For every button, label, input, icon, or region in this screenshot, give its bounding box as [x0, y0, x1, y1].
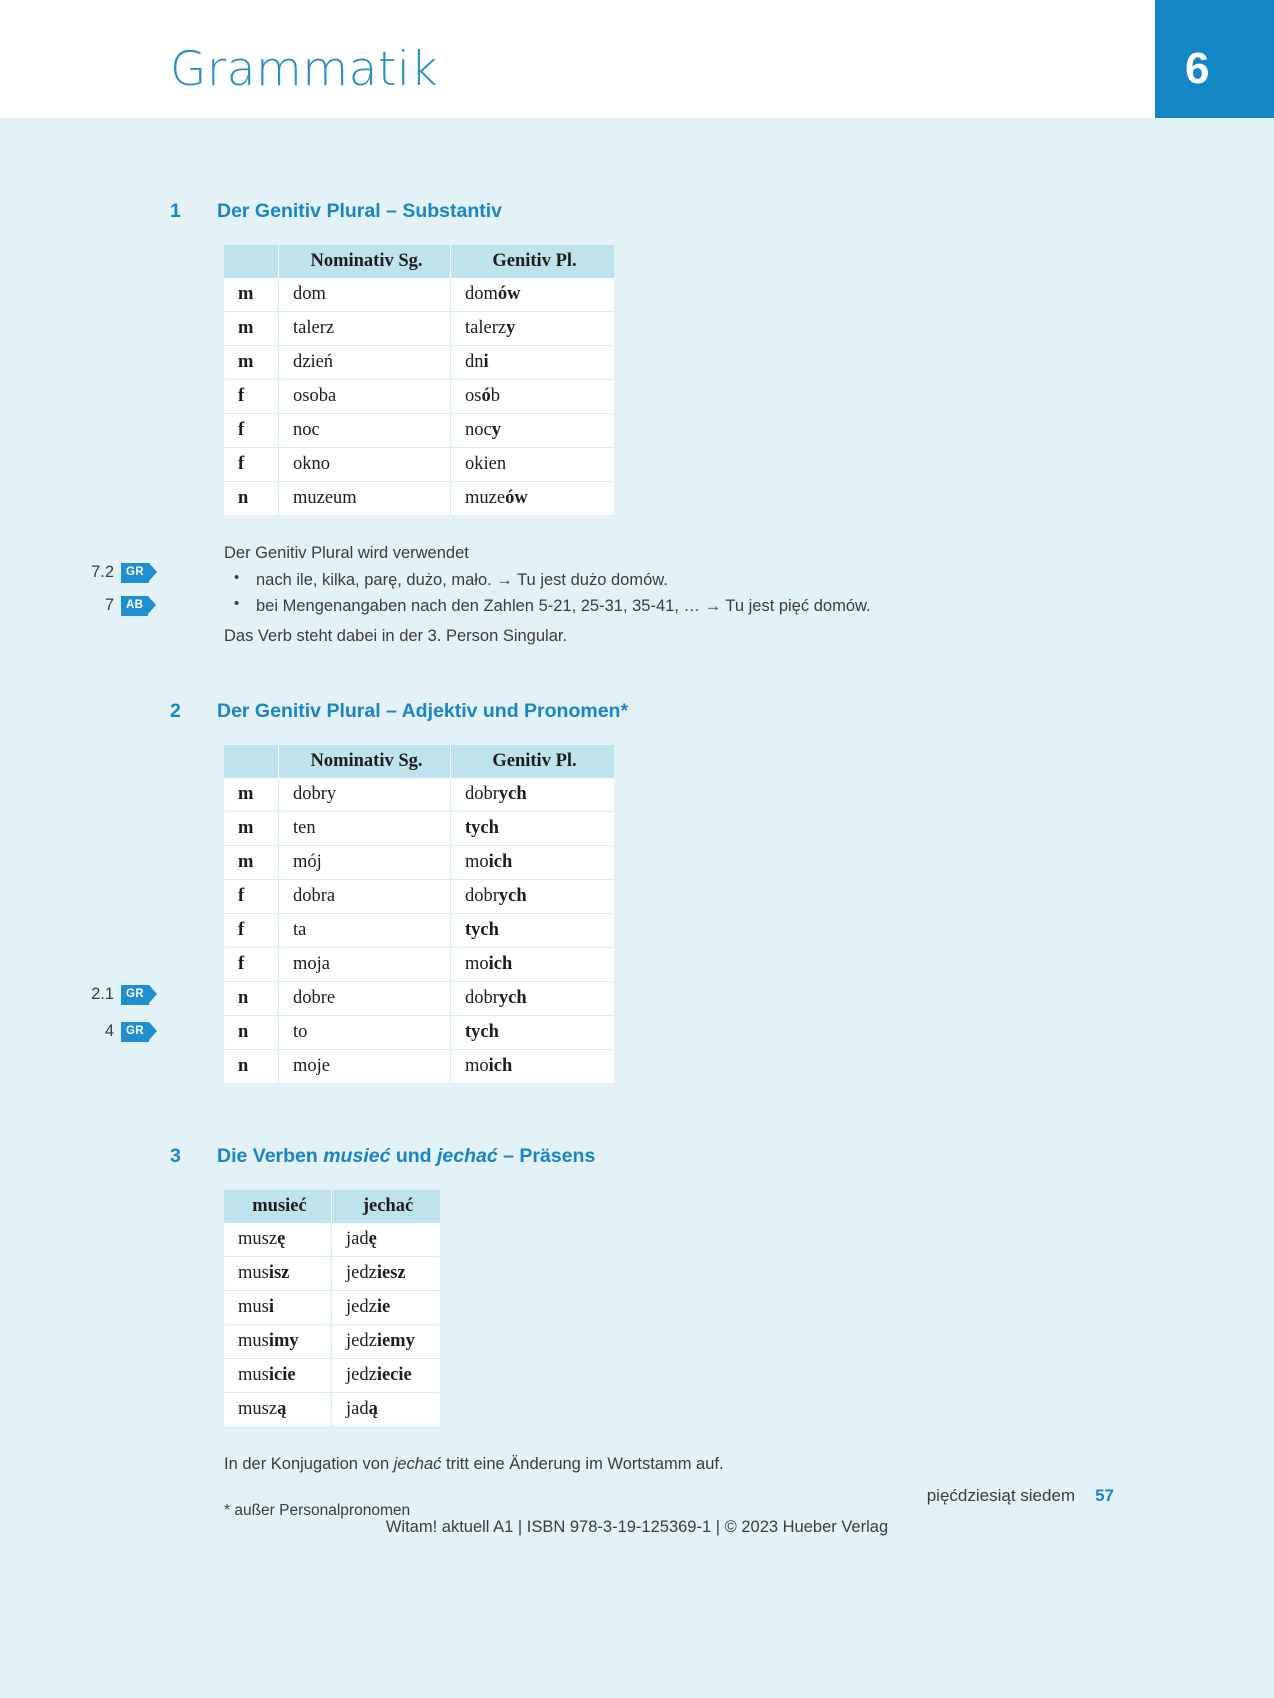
margin-marker-7-2-gr[interactable]: [88, 563, 149, 583]
list-item: • nach ile, kilka, parę, dużo, mało. → Tu jest dużo domów.: [224, 567, 1274, 594]
page-content: [0, 118, 1274, 1523]
cell-genitiv: talerzy: [451, 312, 614, 346]
page-number: 57: [1095, 1486, 1114, 1505]
table-row: [224, 948, 614, 982]
cell-nominativ: dobra: [279, 880, 451, 914]
section-2-heading: [0, 700, 1274, 723]
table-row: [224, 812, 614, 846]
table-row: [224, 1325, 440, 1359]
cell-genitiv: nocy: [451, 414, 614, 448]
cell-genus: f: [224, 914, 279, 948]
footer-imprint: Witam! aktuell A1 | ISBN 978-3-19-125369-1 | © 2023 Hueber Verlag: [385, 1518, 889, 1536]
cell-nominativ: talerz: [279, 312, 451, 346]
ab-badge-icon: AB: [121, 596, 148, 616]
table-row: [224, 1257, 440, 1291]
section-2-number: 2: [170, 699, 181, 722]
cell-nominativ: dom: [279, 278, 451, 312]
cell-musiec: musi: [224, 1291, 332, 1325]
footer-page-indicator: [0, 1486, 1274, 1506]
cell-musiec: musimy: [224, 1325, 332, 1359]
section-1-title: Der Genitiv Plural – Substantiv: [217, 200, 502, 222]
cell-musiec: muszę: [224, 1223, 332, 1257]
cell-musiec: musisz: [224, 1257, 332, 1291]
cell-nominativ: dzień: [279, 346, 451, 380]
table-row: [224, 1359, 440, 1393]
cell-jechac: jedziemy: [332, 1325, 440, 1359]
cell-genitiv: domów: [451, 278, 614, 312]
section-1-number: 1: [170, 200, 181, 222]
table-row: [224, 1050, 614, 1083]
cell-genitiv: tych: [451, 1016, 614, 1050]
table-row: [224, 414, 614, 448]
cell-genitiv: tych: [451, 914, 614, 948]
cell-jechac: jadę: [332, 1223, 440, 1257]
cell-nominativ: dobry: [279, 778, 451, 812]
cell-genitiv: tych: [451, 812, 614, 846]
cell-jechac: jedziecie: [332, 1359, 440, 1393]
cell-genitiv: dni: [451, 346, 614, 380]
cell-jechac: jedziesz: [332, 1257, 440, 1291]
col-header-genitiv: Genitiv Pl.: [451, 245, 614, 278]
margin-marker-4-gr[interactable]: [88, 1022, 149, 1042]
margin-marker-number: 7: [104, 596, 114, 615]
col-header-nominativ: Nominativ Sg.: [279, 745, 451, 778]
section-2: [0, 650, 1274, 1083]
section-2-title: Der Genitiv Plural – Adjektiv und Pronomen*: [217, 699, 629, 722]
cell-genus: f: [224, 414, 279, 448]
cell-nominativ: moje: [279, 1050, 451, 1083]
section-1-note-outro: Das Verb steht dabei in der 3. Person Singular.: [224, 627, 568, 646]
section-3-number: 3: [170, 1144, 181, 1167]
margin-marker-2-1-gr[interactable]: [88, 985, 149, 1005]
table-row: [224, 846, 614, 880]
cell-musiec: musicie: [224, 1359, 332, 1393]
cell-nominativ: okno: [279, 448, 451, 482]
col-header-genitiv: Genitiv Pl.: [451, 745, 614, 778]
cell-musiec: muszą: [224, 1393, 332, 1426]
table-row: [224, 312, 614, 346]
section-1-bullet-list: [224, 567, 1274, 620]
table-row: [224, 380, 614, 414]
page-title: Grammatik: [170, 42, 439, 97]
cell-jechac: jedzie: [332, 1291, 440, 1325]
cell-genus: f: [224, 448, 279, 482]
table-row: [224, 448, 614, 482]
page-word: pięćdziesiąt siedem: [926, 1486, 1076, 1505]
section-3: [0, 1083, 1274, 1523]
cell-nominativ: ta: [279, 914, 451, 948]
col-header-nominativ: Nominativ Sg.: [279, 245, 451, 278]
page-header-band: [0, 0, 1274, 118]
chapter-number: 6: [1185, 44, 1210, 93]
col-header-genus: [224, 745, 279, 778]
col-header-genus: [224, 245, 279, 278]
gr-badge-icon: GR: [121, 985, 149, 1005]
table-verben-praesens: [224, 1190, 440, 1426]
cell-genitiv: moich: [451, 846, 614, 880]
margin-marker-number: 7.2: [91, 563, 114, 582]
section-1: [0, 118, 1274, 650]
gr-badge-icon: GR: [121, 563, 149, 583]
cell-nominativ: noc: [279, 414, 451, 448]
section-1-heading: [0, 200, 1274, 223]
table-row: [224, 778, 614, 812]
cell-genitiv: moich: [451, 1050, 614, 1083]
cell-genus: f: [224, 948, 279, 982]
table-header-row: [224, 245, 614, 278]
table-row: [224, 914, 614, 948]
section-3-title: Die Verben musieć und jechać – Präsens: [217, 1144, 596, 1167]
cell-nominativ: muzeum: [279, 482, 451, 515]
cell-genitiv: muzeów: [451, 482, 614, 515]
section-1-note-intro: Der Genitiv Plural wird verwendet: [224, 544, 469, 562]
table-row: [224, 1016, 614, 1050]
cell-nominativ: osoba: [279, 380, 451, 414]
table-header-row: [224, 1190, 440, 1223]
margin-marker-number: 4: [104, 1022, 114, 1041]
cell-nominativ: dobre: [279, 982, 451, 1016]
cell-genus: n: [224, 482, 279, 515]
col-header-musiec: musieć: [224, 1190, 332, 1223]
cell-nominativ: ten: [279, 812, 451, 846]
table-row: [224, 1393, 440, 1426]
cell-genus: m: [224, 312, 279, 346]
cell-genitiv: dobrych: [451, 982, 614, 1016]
cell-genitiv: moich: [451, 948, 614, 982]
cell-genus: m: [224, 278, 279, 312]
cell-nominativ: to: [279, 1016, 451, 1050]
table-row: [224, 278, 614, 312]
cell-jechac: jadą: [332, 1393, 440, 1426]
cell-nominativ: moja: [279, 948, 451, 982]
table-row: [224, 1291, 440, 1325]
cell-genitiv: okien: [451, 448, 614, 482]
table-genitiv-adjektiv-pronomen: [224, 745, 614, 1083]
gr-badge-icon: GR: [121, 1022, 149, 1042]
list-item: • bei Mengenangaben nach den Zahlen 5-21, 25-31, 35-41, … → Tu jest pięć domów.: [224, 593, 1274, 620]
col-header-jechac: jechać: [332, 1190, 440, 1223]
table-genitiv-substantiv: [224, 245, 614, 515]
chapter-number-block: [1155, 0, 1274, 118]
cell-genitiv: dobrych: [451, 778, 614, 812]
cell-nominativ: mój: [279, 846, 451, 880]
table-row: [224, 482, 614, 515]
margin-marker-number: 2.1: [91, 985, 114, 1004]
table-row: [224, 346, 614, 380]
section-3-note: In der Konjugation von jechać tritt eine Änderung im Wortstamm auf.: [224, 1454, 724, 1473]
cell-genus: m: [224, 346, 279, 380]
table-row: [224, 1223, 440, 1257]
section-3-footnote: * außer Personalpronomen: [224, 1501, 411, 1519]
cell-genus: m: [224, 778, 279, 812]
table-header-row: [224, 745, 614, 778]
table-row: [224, 982, 614, 1016]
cell-genus: n: [224, 982, 279, 1016]
cell-genus: f: [224, 880, 279, 914]
cell-genus: n: [224, 1016, 279, 1050]
margin-marker-7-ab[interactable]: [88, 596, 148, 616]
cell-genus: n: [224, 1050, 279, 1083]
cell-genitiv: osób: [451, 380, 614, 414]
section-3-heading: [0, 1145, 1274, 1168]
cell-genus: m: [224, 812, 279, 846]
table-row: [224, 880, 614, 914]
cell-genus: f: [224, 380, 279, 414]
cell-genus: m: [224, 846, 279, 880]
cell-genitiv: dobrych: [451, 880, 614, 914]
